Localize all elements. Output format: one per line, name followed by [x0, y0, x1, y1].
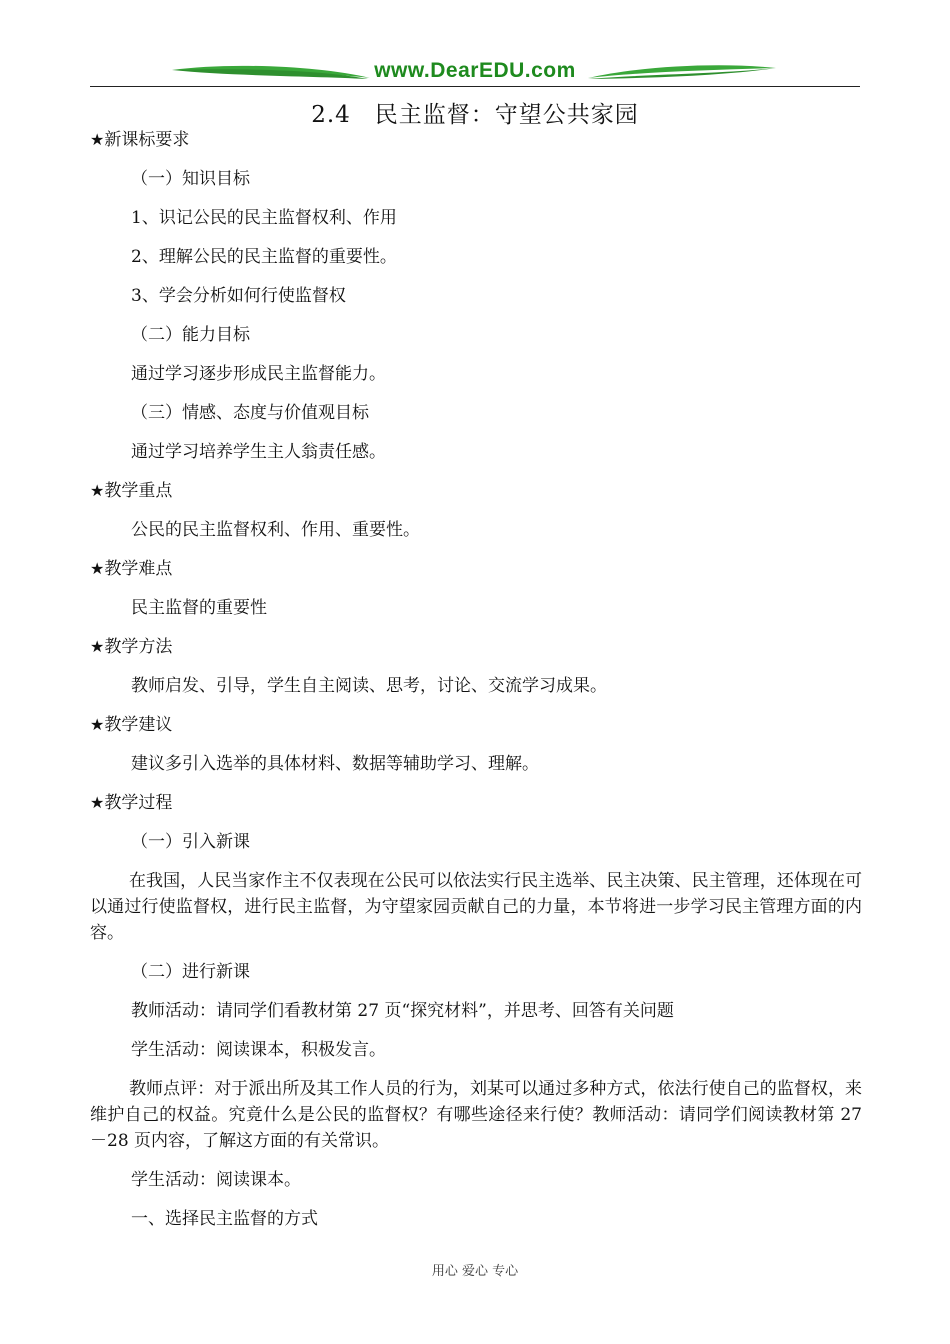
body-text: 民主监督的重要性: [131, 598, 267, 618]
heading-text: 新课标要求: [104, 130, 190, 150]
page-footer: 用心 爱心 专心: [431, 1264, 519, 1279]
heading-text: 教学难点: [104, 559, 173, 579]
subheading-values: （三）情感、态度与价值观目标: [131, 403, 369, 423]
body-text: 学生活动：阅读课本。: [131, 1170, 301, 1190]
star-icon: ★: [90, 715, 105, 734]
header-logo: [170, 58, 780, 88]
list-item: 3、学会分析如何行使监督权: [131, 286, 346, 306]
heading-text: 教学过程: [104, 793, 173, 813]
body-text: 公民的民主监督权利、作用、重要性。: [131, 520, 420, 540]
body-text: 教师启发、引导，学生自主阅读、思考，讨论、交流学习成果。: [131, 676, 607, 696]
heading-text: 教学重点: [104, 481, 173, 501]
header-rule: [90, 86, 860, 87]
subheading-ability: （二）能力目标: [131, 325, 250, 345]
logo-text: www.DearEDU.com: [374, 59, 576, 82]
page-title: 2.4 民主监督：守望公共家园: [311, 102, 639, 128]
section-heading-methods: [90, 634, 172, 660]
paragraph-teacher-comment: 教师点评：对于派出所及其工作人员的行为，刘某可以通过多种方式，依法行使自己的监督权，来维护自己的权益。究竟什么是公民的监督权？有哪些途径来行使？教师活动：请同学们阅读教材第 27－28 页内容，了解这方面的有关常识。: [90, 1079, 862, 1151]
section-heading-difficulties: [90, 556, 172, 582]
star-icon: ★: [90, 481, 105, 500]
section-heading-curriculum: [90, 127, 189, 153]
subheading-knowledge: （一）知识目标: [131, 169, 250, 189]
heading-text: 教学方法: [104, 637, 173, 657]
star-icon: ★: [90, 793, 105, 812]
subheading-intro: （一）引入新课: [131, 832, 250, 852]
section-heading-key-points: [90, 478, 172, 504]
body-text: 通过学习逐步形成民主监督能力。: [131, 364, 386, 384]
paragraph-intro: 在我国，人民当家作主不仅表现在公民可以依法实行民主选举、民主决策、民主管理，还体现在可以通过行使监督权，进行民主监督，为守望家园贡献自己的力量，本节将进一步学习民主管理方面的内容。: [90, 871, 862, 943]
subheading-new-lesson: （二）进行新课: [131, 962, 250, 982]
star-icon: ★: [90, 637, 105, 656]
heading-text: 教学建议: [104, 715, 173, 735]
subheading-supervision-methods: 一、选择民主监督的方式: [131, 1209, 318, 1229]
list-item: 1、识记公民的民主监督权利、作用: [131, 208, 397, 228]
body-text: 通过学习培养学生主人翁责任感。: [131, 442, 386, 462]
body-text: 建议多引入选举的具体材料、数据等辅助学习、理解。: [131, 754, 539, 774]
list-item: 2、理解公民的民主监督的重要性。: [131, 247, 397, 267]
body-text: 学生活动：阅读课本，积极发言。: [131, 1040, 386, 1060]
section-heading-process: [90, 790, 172, 816]
star-icon: ★: [90, 559, 105, 578]
section-heading-suggestions: [90, 712, 172, 738]
body-text: 教师活动：请同学们看教材第 27 页“探究材料”，并思考、回答有关问题: [131, 1001, 674, 1021]
star-icon: ★: [90, 130, 105, 149]
